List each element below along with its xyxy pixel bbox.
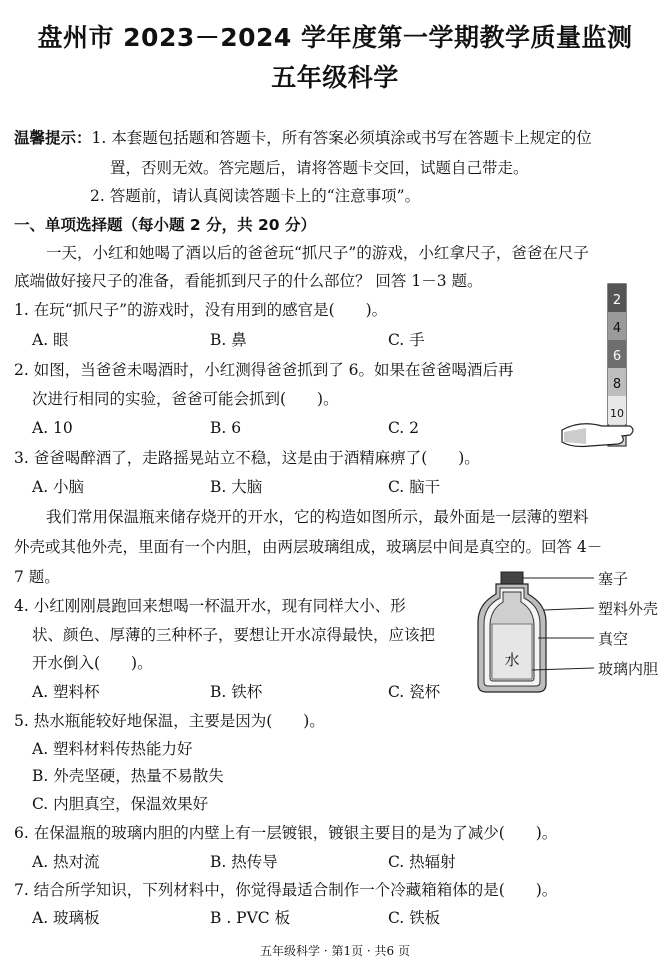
- water-label: 水: [504, 651, 520, 669]
- q3-option-a: A. 小脑: [32, 478, 85, 496]
- ruler-figure: [560, 280, 656, 455]
- intro2-c: 7 题。: [14, 568, 60, 586]
- q4-stem-a: 4. 小红刚刚晨跑回来想喝一杯温开水，现有同样大小、形: [14, 597, 406, 615]
- notice-item2: 2. 答题前，请认真阅读答题卡上的“注意事项”。: [90, 187, 421, 205]
- q1-option-c: C. 手: [388, 331, 425, 349]
- q7-option-b: B . PVC 板: [210, 909, 291, 927]
- q3-option-c: C. 脑干: [388, 478, 441, 496]
- label-stopper: 塞子: [598, 570, 629, 588]
- label-shell: 塑料外壳: [598, 600, 659, 618]
- label-liner: 玻璃内胆: [598, 660, 659, 678]
- q6-option-c: C. 热辐射: [388, 853, 456, 871]
- leader-line: [544, 608, 594, 610]
- q4-stem-c: 开水倒入( )。: [32, 654, 153, 672]
- ruler-mark-10: 10: [610, 407, 624, 420]
- q1-option-b: B. 鼻: [210, 331, 247, 349]
- intro1-b: 底端做好接尺子的准备，看能抓到尺子的什么部位？ 回答 1－3 题。: [14, 272, 483, 290]
- q3-option-b: B. 大脑: [210, 478, 263, 496]
- q4-option-a: A. 塑料杯: [32, 683, 100, 701]
- section-heading: 一、单项选择题（每小题 2 分，共 20 分）: [14, 216, 316, 234]
- q4-option-c: C. 瓷杯: [388, 683, 441, 701]
- intro1-a: 一天，小红和她喝了酒以后的爸爸玩“抓尺子”的游戏，小红拿尺子，爸爸在尺子: [46, 244, 589, 262]
- q6-stem: 6. 在保温瓶的玻璃内胆的内壁上有一层镀银，镀银主要目的是为了减少( )。: [14, 824, 558, 842]
- ruler-mark-8: 8: [612, 377, 622, 392]
- notice: [14, 128, 592, 148]
- q2-stem-a: 2. 如图，当爸爸未喝酒时，小红测得爸爸抓到了 6。如果在爸爸喝酒后再: [14, 361, 514, 379]
- q1-stem: 1. 在玩“抓尺子”的游戏时，没有用到的感官是( )。: [14, 301, 388, 319]
- ruler-mark-4: 4: [612, 321, 622, 336]
- q2-option-b: B. 6: [210, 419, 242, 437]
- intro2-a: 我们常用保温瓶来储存烧开的开水，它的构造如图所示，最外面是一层薄的塑料: [46, 508, 589, 526]
- q7-option-a: A. 玻璃板: [32, 909, 100, 927]
- ruler-mark-6: 6: [612, 349, 622, 364]
- ruler-mark-2: 2: [612, 293, 622, 308]
- q5-option-b: B. 外壳坚硬，热量不易散失: [32, 767, 224, 785]
- q5-stem: 5. 热水瓶能较好地保温，主要是因为( )。: [14, 712, 325, 730]
- q2-stem-b: 次进行相同的实验，爸爸可能会抓到( )。: [32, 390, 339, 408]
- thermos-figure: [470, 566, 666, 696]
- q5-option-a: A. 塑料材料传热能力好: [32, 740, 193, 758]
- q7-option-c: C. 铁板: [388, 909, 441, 927]
- exam-title: 盘州市 2023－2024 学年度第一学期教学质量监测: [37, 23, 633, 52]
- page-footer: 五年级科学 · 第1页 · 共6 页: [260, 944, 410, 958]
- q7-stem: 7. 结合所学知识，下列材料中，你觉得最适合制作一个冷藏箱箱体的是( )。: [14, 881, 558, 899]
- exam-subtitle: 五年级科学: [271, 63, 399, 92]
- q1-option-a: A. 眼: [32, 331, 69, 349]
- notice-item1-b: 置，否则无效。答完题后，请将答题卡交回，试题自己带走。: [110, 159, 529, 177]
- notice-label: 温馨提示：: [14, 129, 92, 147]
- label-vacuum: 真空: [598, 630, 629, 648]
- q4-stem-b: 状、颜色、厚薄的三种杯子，要想让开水凉得最快，应该把: [32, 626, 436, 644]
- stopper: [501, 572, 523, 584]
- q6-option-b: B. 热传导: [210, 853, 278, 871]
- q2-option-a: A. 10: [32, 419, 73, 437]
- q2-option-c: C. 2: [388, 419, 420, 437]
- notice-item1-a: 1. 本套题包括题和答题卡，所有答案必须填涂或书写在答题卡上规定的位: [91, 129, 592, 147]
- q5-option-c: C. 内胆真空，保温效果好: [32, 795, 209, 813]
- intro2-b: 外壳或其他外壳，里面有一个内胆，由两层玻璃组成，玻璃层中间是真空的。回答 4－: [14, 538, 603, 556]
- q6-option-a: A. 热对流: [32, 853, 100, 871]
- q4-option-b: B. 铁杯: [210, 683, 263, 701]
- q3-stem: 3. 爸爸喝醉酒了，走路摇晃站立不稳，这是由于酒精麻痹了( )。: [14, 449, 480, 467]
